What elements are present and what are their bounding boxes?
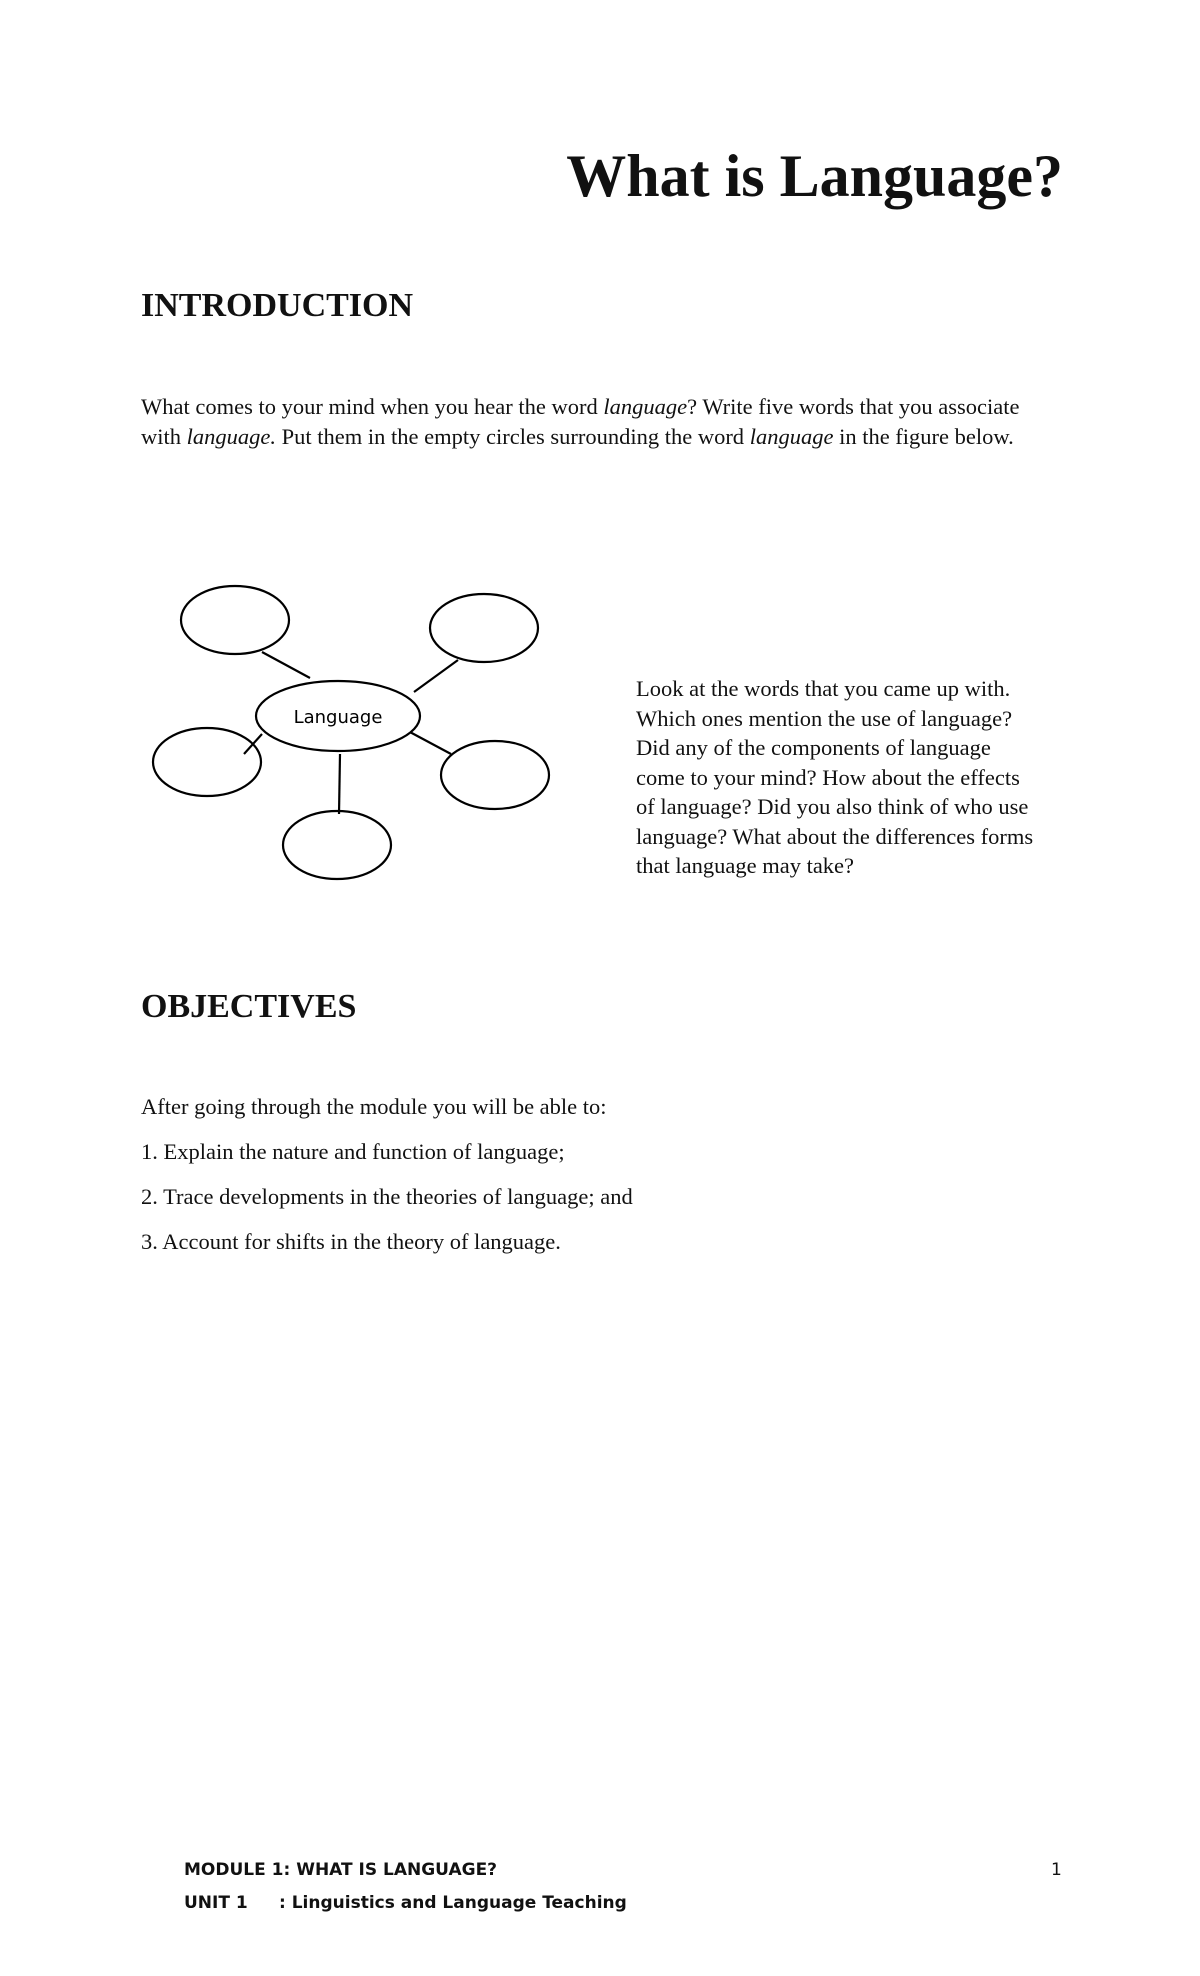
intro-emphasis: language: [603, 394, 688, 419]
diagram-svg: [140, 570, 580, 890]
page-number: 1: [1051, 1860, 1062, 1880]
empty-circle: [441, 741, 549, 809]
reflection-line: of language? Did you also think of who use: [636, 794, 1029, 819]
reflection-line: Which ones mention the use of language?: [636, 705, 1013, 731]
intro-emphasis: language: [749, 423, 834, 449]
introduction-heading: INTRODUCTION: [141, 287, 414, 324]
reflection-paragraph: [636, 674, 1076, 881]
intro-text: ? Write five words that you associate with: [141, 394, 1020, 449]
word-association-diagram: [140, 570, 580, 890]
footer-module-title: MODULE 1: WHAT IS LANGUAGE?: [184, 1860, 498, 1880]
footer-unit-title: : Linguistics and Language Teaching: [279, 1893, 627, 1913]
reflection-line: that language may take?: [636, 853, 855, 878]
intro-text: What comes to your mind when you hear the word: [141, 394, 604, 419]
reflection-line: come to your mind? How about the effects: [636, 764, 1020, 790]
empty-circle: [181, 586, 289, 654]
intro-text: in the figure below.: [833, 423, 1014, 449]
objectives-heading: OBJECTIVES: [141, 988, 357, 1025]
intro-text: Put them in the empty circles surrounding the word: [276, 423, 750, 449]
objective-item: 2. Trace developments in the theories of language; and: [141, 1184, 633, 1209]
page-title: What is Language?: [566, 143, 1063, 209]
objectives-intro: After going through the module you will be able to:: [141, 1094, 607, 1119]
empty-circle: [153, 728, 261, 796]
empty-circle: [283, 811, 391, 879]
center-label: Language: [293, 707, 383, 728]
empty-circle: [430, 594, 538, 662]
introduction-paragraph: [141, 392, 1041, 451]
objective-item: 1. Explain the nature and function of language;: [141, 1139, 565, 1164]
footer-unit-label: UNIT 1: [184, 1893, 248, 1913]
connector-line: [339, 754, 340, 814]
connector-line: [408, 731, 451, 754]
reflection-line: Look at the words that you came up with.: [636, 676, 1011, 701]
reflection-line: language? What about the differences forms: [636, 823, 1034, 849]
reflection-line: Did any of the components of language: [636, 735, 991, 760]
objective-item: 3. Account for shifts in the theory of language.: [141, 1229, 561, 1254]
intro-emphasis: language.: [186, 423, 277, 449]
connector-line: [262, 652, 310, 678]
connector-line: [414, 660, 458, 692]
